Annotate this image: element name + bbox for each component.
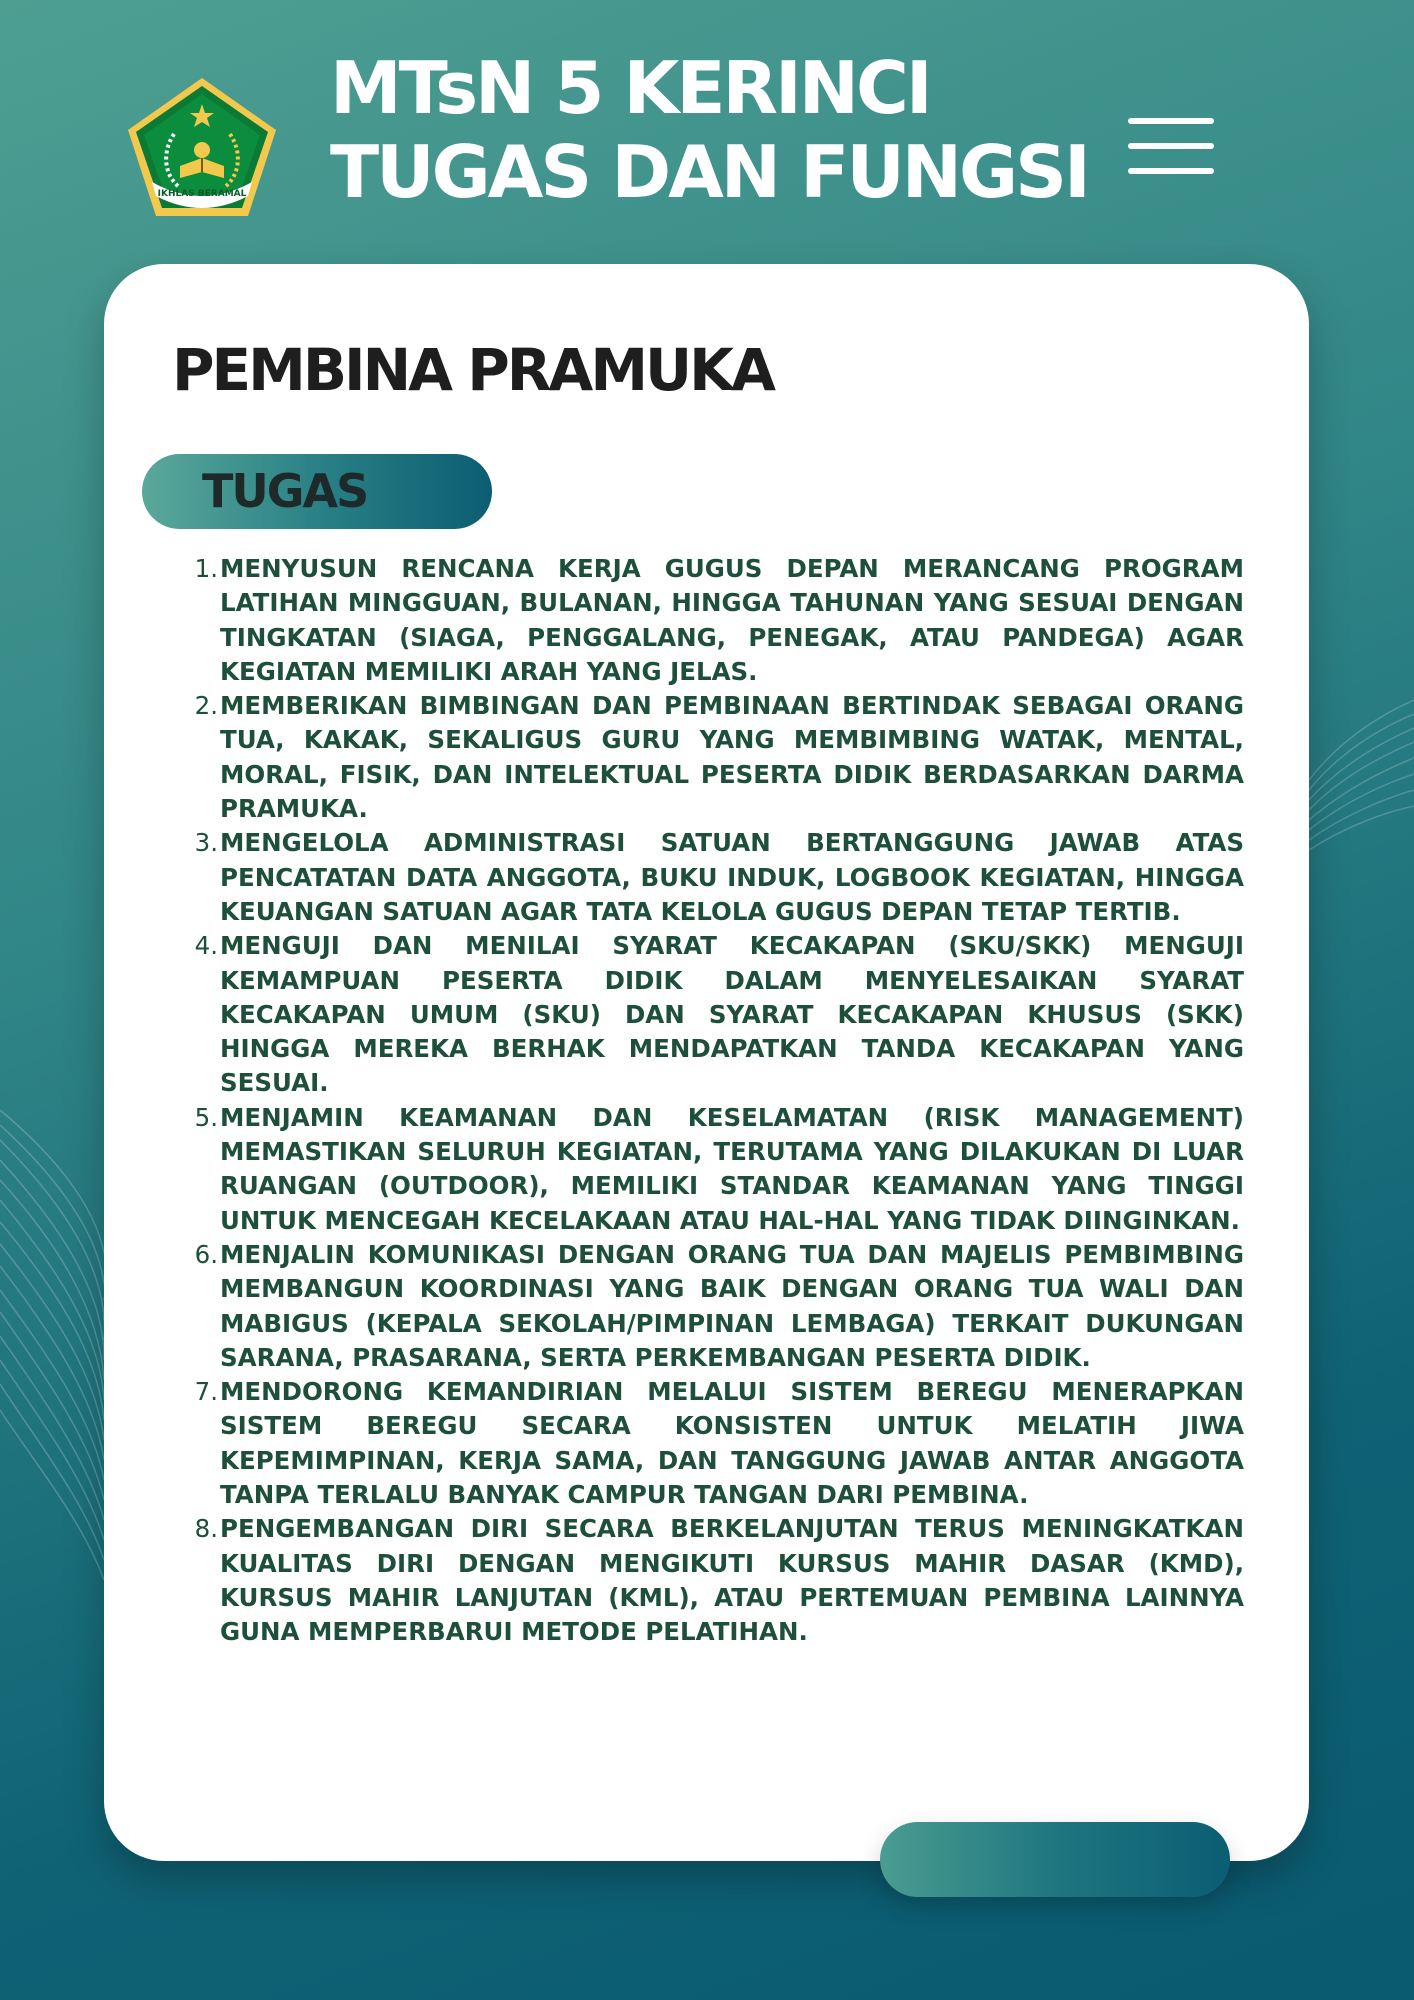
task-item [194, 1238, 1244, 1375]
task-number: 5. [194, 1102, 218, 1132]
task-number: 8. [194, 1514, 218, 1544]
hamburger-icon[interactable] [1128, 116, 1216, 178]
header-title-subtitle: TUGAS DAN FUNGSI [330, 130, 1088, 214]
task-number: 2. [194, 691, 218, 721]
task-text: MEMBERIKAN BIMBINGAN DAN PEMBINAAN BERTINDAK SEBAGAI ORANG TUA, KAKAK, SEKALIGUS GURU YANG MEMBIMBING WATAK, MENTAL, MORAL, FISIK, DAN INTELEKTUAL PESERTA DIDIK BERDASARKAN DARMA PRAMUKA. [220, 691, 1244, 824]
task-item [194, 826, 1244, 929]
task-text: MENJALIN KOMUNIKASI DENGAN ORANG TUA DAN MAJELIS PEMBIMBING MEMBANGUN KOORDINASI YANG BAIK DENGAN ORANG TUA WALI DAN MABIGUS (KEPALA SEKOLAH/PIMPINAN LEMBAGA) TERKAIT DUKUNGAN SARANA, PRASARANA, SERTA PERKEMBANGAN PESERTA DIDIK. [220, 1239, 1244, 1372]
bottom-decorative-pill [880, 1822, 1230, 1897]
task-number: 3. [194, 828, 218, 858]
task-item [194, 689, 1244, 826]
task-list [194, 552, 1244, 1650]
hamburger-bar [1128, 118, 1214, 124]
task-item [194, 929, 1244, 1100]
content-card [104, 264, 1309, 1861]
task-text: MENJAMIN KEAMANAN DAN KESELAMATAN (RISK MANAGEMENT) MEMASTIKAN SELURUH KEGIATAN, TERUTAMA YANG DILAKUKAN DI LUAR RUANGAN (OUTDOOR), MEMILIKI STANDAR KEAMANAN YANG TINGGI UNTUK MENCEGAH KECELAKAAN ATAU HAL-HAL YANG TIDAK DIINGINKAN. [220, 1102, 1244, 1235]
section-pill-tugas [142, 454, 492, 529]
header-title [330, 46, 1088, 214]
card-title: PEMBINA PRAMUKA [172, 336, 773, 404]
hamburger-bar [1128, 168, 1214, 174]
task-item [194, 1375, 1244, 1512]
task-item [194, 552, 1244, 689]
task-number: 6. [194, 1239, 218, 1269]
svg-text:IKHLAS BERAMAL: IKHLAS BERAMAL [157, 189, 247, 199]
task-item [194, 1101, 1244, 1238]
task-item [194, 1512, 1244, 1649]
task-text: MENYUSUN RENCANA KERJA GUGUS DEPAN MERANCANG PROGRAM LATIHAN MINGGUAN, BULANAN, HINGGA TAHUNAN YANG SESUAI DENGAN TINGKATAN (SIAGA, PENGGALANG, PENEGAK, ATAU PANDEGA) AGAR KEGIATAN MEMILIKI ARAH YANG JELAS. [220, 554, 1244, 686]
page-header [0, 0, 1414, 250]
task-text: MENDORONG KEMANDIRIAN MELALUI SISTEM BEREGU MENERAPKAN SISTEM BEREGU SECARA KONSISTEN UNTUK MELATIH JIWA KEPEMIMPINAN, KERJA SAMA, DAN TANGGUNG JAWAB ANTAR ANGGOTA TANPA TERLALU BANYAK CAMPUR TANGAN DARI PEMBINA. [220, 1377, 1244, 1510]
task-text: MENGUJI DAN MENILAI SYARAT KECAKAPAN (SKU/SKK) MENGUJI KEMAMPUAN PESERTA DIDIK DALAM MENYELESAIKAN SYARAT KECAKAPAN UMUM (SKU) DAN SYARAT KECAKAPAN KHUSUS (SKK) HINGGA MEREKA BERHAK MENDAPATKAN TANDA KECAKAPAN YANG SESUAI. [220, 931, 1244, 1098]
hamburger-bar [1128, 143, 1214, 149]
task-number: 1. [194, 554, 218, 583]
task-text: PENGEMBANGAN DIRI SECARA BERKELANJUTAN TERUS MENINGKATKAN KUALITAS DIRI DENGAN MENGIKUTI KURSUS MAHIR DASAR (KMD), KURSUS MAHIR LANJUTAN (KML), ATAU PERTEMUAN PEMBINA LAINNYA GUNA MEMPERBARUI METODE PELATIHAN. [220, 1514, 1244, 1647]
header-title-school: MTsN 5 KERINCI [330, 46, 930, 130]
task-number: 7. [194, 1377, 218, 1407]
section-label: TUGAS [202, 464, 368, 518]
task-text: MENGELOLA ADMINISTRASI SATUAN BERTANGGUNG JAWAB ATAS PENCATATAN DATA ANGGOTA, BUKU INDUK, LOGBOOK KEGIATAN, HINGGA KEUANGAN SATUAN AGAR TATA KELOLA GUGUS DEPAN TETAP TERTIB. [220, 828, 1244, 926]
kemenag-logo [122, 74, 282, 220]
task-number: 4. [194, 931, 218, 961]
